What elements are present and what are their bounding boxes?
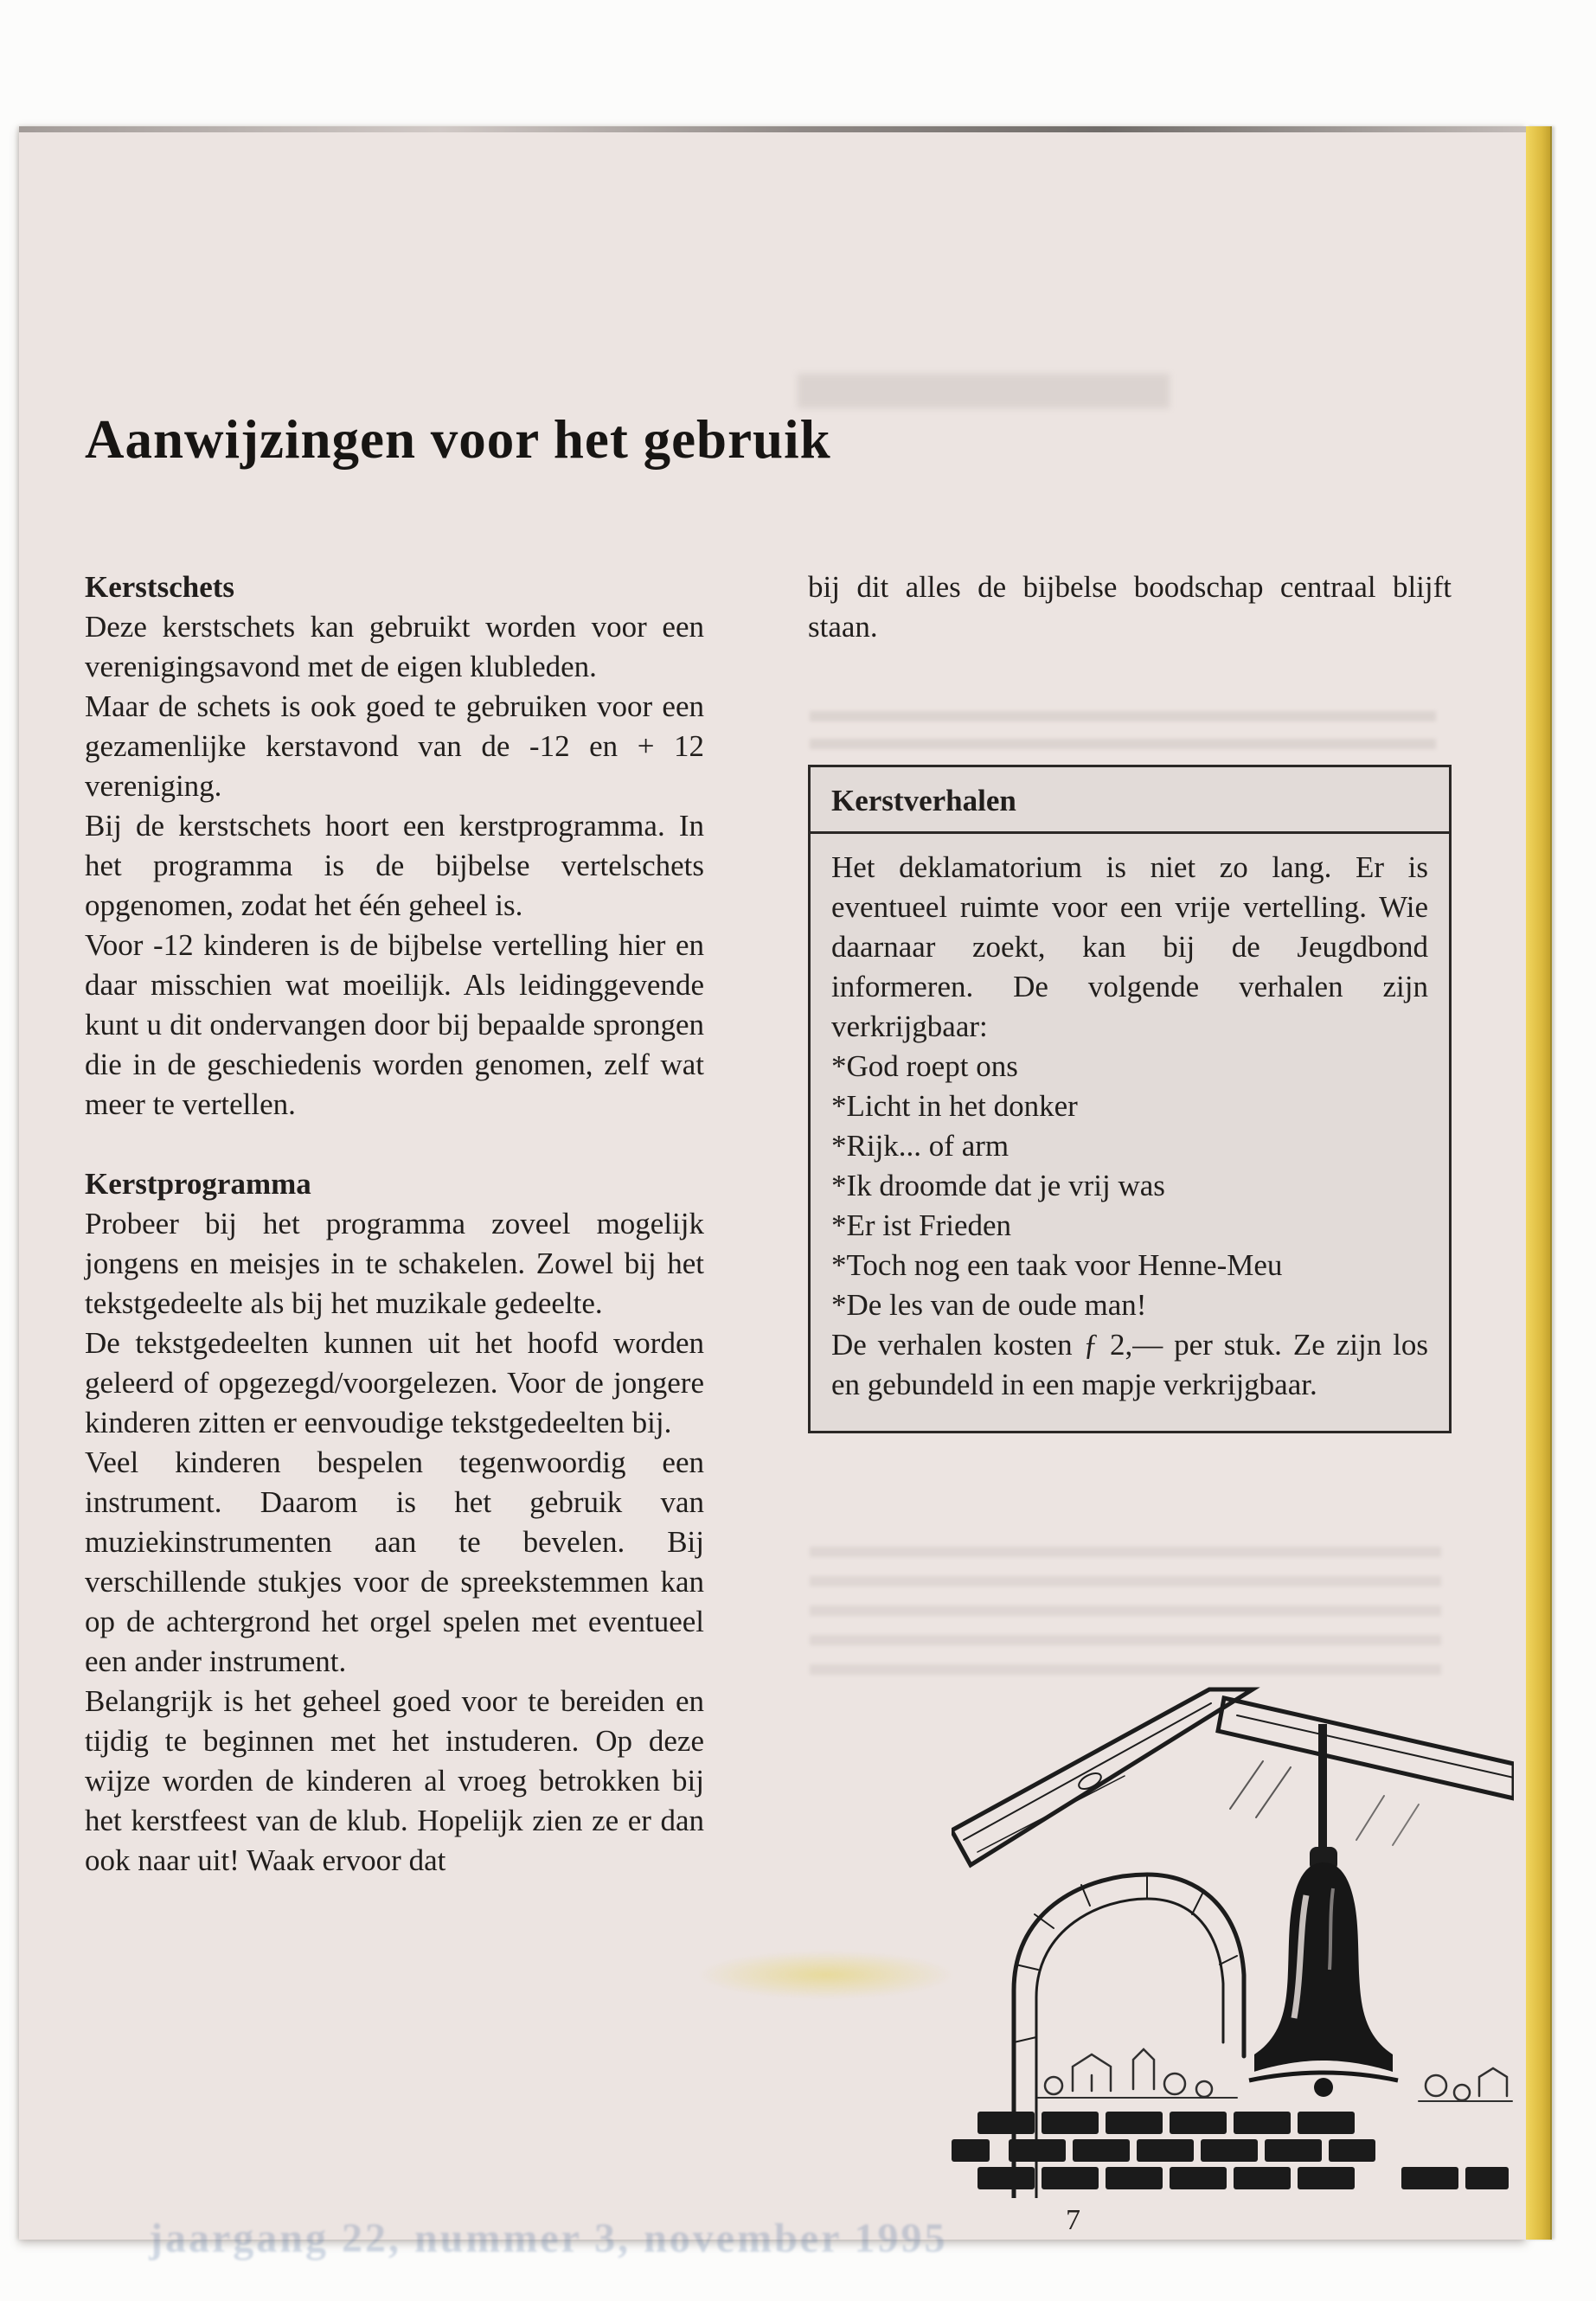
story-item: *Toch nog een taak voor Henne-Meu (831, 1248, 1283, 1282)
bell-illustration (952, 1679, 1514, 2198)
story-item: *Licht in het donker (831, 1089, 1078, 1123)
body-paragraph: Belangrijk is het geheel goed voor te bereiden en tijdig te beginnen met het instuderen. Op deze wijze worden de kinderen al vroeg betrokken bij het kerstfeest van de klub. Hopelijk zien ze er dan ook naar uit! Waak ervoor dat (85, 1684, 704, 1877)
story-item: *Ik droomde dat je vrij was (831, 1169, 1165, 1202)
scanned-page (19, 126, 1526, 2261)
story-list (831, 1047, 1428, 1325)
scan-edge-artifact (19, 126, 1526, 132)
body-paragraph: Maar de schets is ook goed te gebruiken voor een gezamenlijke kerstavond van de -12 en + 12 vereniging. (85, 689, 704, 803)
divider (811, 831, 1449, 834)
body-paragraph: Voor -12 kinderen is de bijbelse vertelling hier en daar misschien wat moeilijk. Als leidinggevende kunt u dit ondervangen door bij bepaalde sprongen die in de geschiedenis worden genomen, zelf wat meer te vertellen. (85, 928, 704, 1121)
page-title: Aanwijzingen voor het gebruik (85, 409, 831, 470)
right-column (808, 567, 1452, 1433)
story-item: *Er ist Frieden (831, 1208, 1012, 1242)
show-through-lines (810, 1547, 1441, 1675)
body-paragraph: De tekstgedeelten kunnen uit het hoofd worden geleerd of opgezegd/voorgelezen. Voor de jongere kinderen zitten er eenvoudige tekstgedeelten bij. (85, 1326, 704, 1439)
page-edge (1526, 126, 1552, 2240)
story-item: *God roept ons (831, 1049, 1018, 1083)
section-heading-kerstprogramma: Kerstprogramma (85, 1167, 311, 1201)
left-column (85, 567, 704, 1881)
box-body-paragraph: Het deklamatorium is niet zo lang. Er is eventueel ruimte voor een vrije vertelling. Wie daarnaar zoekt, kan bij de Jeugdbond informeren. De volgende verhalen zijn verkrijgbaar: (831, 850, 1428, 1043)
story-item: *Rijk... of arm (831, 1129, 1010, 1163)
show-through-highlight (701, 1952, 952, 1998)
body-paragraph: Probeer bij het programma zoveel mogelijk jongens en meisjes in te schakelen. Zowel bij het tekstgedeelte als bij het muzikale gedeelte. (85, 1207, 704, 1320)
body-paragraph: Veel kinderen bespelen tegenwoordig een instrument. Daarom is het gebruik van muziekinstrumenten aan te bevelen. Bij verschillende stukjes voor de spreekstemmen kan op de achtergrond het orgel spelen met eventueel een ander instrument. (85, 1445, 704, 1678)
kerstverhalen-box (808, 765, 1452, 1433)
show-through-text: jaargang 22, nummer 3, november 1995 (149, 2215, 948, 2261)
body-paragraph: Bij de kerstschets hoort een kerstprogramma. In het programma is de bijbelse vertelschets opgenomen, zodat het één geheel is. (85, 809, 704, 922)
section-heading-kerstschets: Kerstschets (85, 570, 235, 604)
bell-illustration-svg (952, 1679, 1514, 2198)
body-paragraph: bij dit alles de bijbelse boodschap centraal blijft staan. (808, 570, 1452, 644)
page-number: 7 (1066, 2204, 1080, 2236)
body-paragraph: Deze kerstschets kan gebruikt worden voor een verenigingsavond met de eigen klubleden. (85, 610, 704, 683)
box-heading: Kerstverhalen (831, 784, 1016, 817)
show-through-smudge (798, 374, 1170, 408)
story-item: *De les van de oude man! (831, 1288, 1147, 1322)
box-footer-paragraph: De verhalen kosten ƒ 2,— per stuk. Ze zijn los en gebundeld in een mapje verkrijgbaar. (831, 1328, 1428, 1401)
